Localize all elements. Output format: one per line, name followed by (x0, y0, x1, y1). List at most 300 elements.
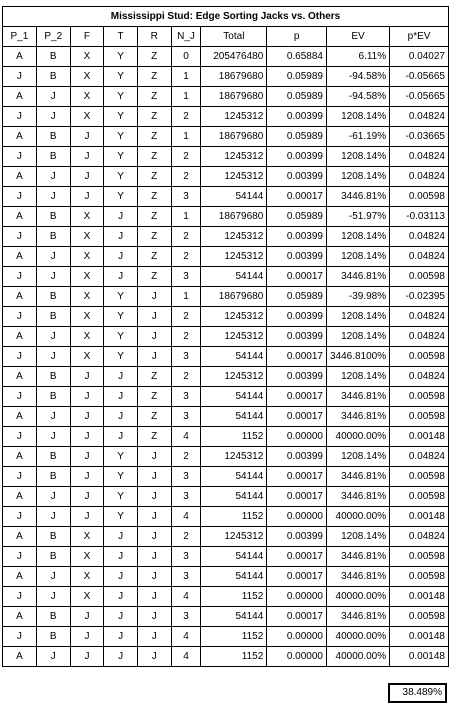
table-cell: 0.00148 (390, 627, 449, 647)
table-cell: 3446.81% (326, 467, 389, 487)
table-cell: J (70, 167, 104, 187)
table-cell: 40000.00% (326, 647, 389, 667)
table-cell: 1208.14% (326, 447, 389, 467)
table-cell: -51.97% (326, 207, 389, 227)
table-cell: 0.04824 (390, 367, 449, 387)
column-header: R (137, 27, 171, 47)
table-cell: Z (137, 127, 171, 147)
table-cell: 3 (171, 407, 201, 427)
table-cell: Z (137, 227, 171, 247)
table-cell: Z (137, 107, 171, 127)
table-cell: J (3, 347, 37, 367)
table-cell: J (3, 227, 37, 247)
table-cell: Z (137, 207, 171, 227)
table-row (3, 387, 449, 407)
table-cell: J (70, 427, 104, 447)
table-cell: J (104, 227, 138, 247)
table-cell: B (36, 67, 70, 87)
table-cell: Y (104, 487, 138, 507)
table-cell: X (70, 87, 104, 107)
table-cell: J (3, 587, 37, 607)
table-cell: 1245312 (201, 167, 267, 187)
table-cell: 0.04824 (390, 107, 449, 127)
table-cell: 0.05989 (267, 207, 327, 227)
table-cell: 3446.8100% (326, 347, 389, 367)
table-cell: 40000.00% (326, 507, 389, 527)
table-cell: J (3, 427, 37, 447)
table-cell: 3446.81% (326, 547, 389, 567)
table-cell: 1 (171, 207, 201, 227)
table-cell: B (36, 207, 70, 227)
table-cell: 0.00399 (267, 307, 327, 327)
table-cell: Y (104, 307, 138, 327)
table-cell: 54144 (201, 547, 267, 567)
spreadsheet-table (2, 6, 449, 667)
table-cell: J (104, 387, 138, 407)
table-cell: 2 (171, 167, 201, 187)
table-cell: -0.03665 (390, 127, 449, 147)
table-cell: J (70, 607, 104, 627)
table-cell: 2 (171, 307, 201, 327)
table-cell: 0.00399 (267, 167, 327, 187)
table-row (3, 547, 449, 567)
table-cell: J (36, 267, 70, 287)
table-cell: J (36, 407, 70, 427)
table-cell: 0.00017 (267, 387, 327, 407)
table-cell: J (3, 627, 37, 647)
table-cell: X (70, 267, 104, 287)
table-cell: B (36, 627, 70, 647)
table-cell: -39.98% (326, 287, 389, 307)
table-cell: J (36, 187, 70, 207)
table-cell: J (70, 627, 104, 647)
table-cell: J (70, 187, 104, 207)
table-cell: J (137, 327, 171, 347)
table-cell: Y (104, 447, 138, 467)
table-cell: 0.00017 (267, 407, 327, 427)
table-cell: 205476480 (201, 47, 267, 67)
table-cell: Y (104, 167, 138, 187)
table-row (3, 167, 449, 187)
table-cell: B (36, 127, 70, 147)
table-cell: 2 (171, 367, 201, 387)
table-cell: J (70, 147, 104, 167)
table-cell: 0.00017 (267, 467, 327, 487)
table-cell: 1 (171, 127, 201, 147)
table-cell: 0.00598 (390, 187, 449, 207)
table-cell: J (104, 367, 138, 387)
total-cell: 38.489% (388, 683, 447, 703)
table-cell: 1245312 (201, 327, 267, 347)
sheet-title: Mississippi Stud: Edge Sorting Jacks vs. Others (3, 7, 449, 27)
table-cell: 2 (171, 527, 201, 547)
table-cell: 4 (171, 507, 201, 527)
table-cell: J (104, 427, 138, 447)
table-row (3, 307, 449, 327)
table-cell: J (36, 487, 70, 507)
table-cell: -61.19% (326, 127, 389, 147)
table-cell: A (3, 207, 37, 227)
table-cell: 40000.00% (326, 587, 389, 607)
table-cell: A (3, 487, 37, 507)
table-cell: B (36, 367, 70, 387)
table-row (3, 147, 449, 167)
table-cell: J (70, 127, 104, 147)
table-row (3, 267, 449, 287)
table-cell: X (70, 227, 104, 247)
table-cell: Z (137, 187, 171, 207)
table-cell: J (137, 527, 171, 547)
table-cell: J (104, 547, 138, 567)
table-cell: 0.65884 (267, 47, 327, 67)
table-cell: Z (137, 427, 171, 447)
table-cell: J (3, 147, 37, 167)
table-cell: 4 (171, 427, 201, 447)
table-cell: A (3, 647, 37, 667)
table-cell: 2 (171, 227, 201, 247)
table-cell: J (3, 507, 37, 527)
table-cell: Z (137, 387, 171, 407)
table-cell: A (3, 87, 37, 107)
table-cell: 3 (171, 487, 201, 507)
table-cell: 0.00598 (390, 607, 449, 627)
table-cell: X (70, 567, 104, 587)
table-cell: Y (104, 467, 138, 487)
table-cell: 3446.81% (326, 607, 389, 627)
table-cell: J (70, 407, 104, 427)
table-cell: X (70, 247, 104, 267)
table-cell: A (3, 127, 37, 147)
table-cell: 0.00017 (267, 547, 327, 567)
table-cell: 40000.00% (326, 627, 389, 647)
table-cell: J (137, 607, 171, 627)
table-row (3, 427, 449, 447)
table-cell: X (70, 587, 104, 607)
table-cell: 0.00017 (267, 607, 327, 627)
table-cell: J (3, 547, 37, 567)
table-cell: 2 (171, 107, 201, 127)
table-cell: 40000.00% (326, 427, 389, 447)
table-row (3, 447, 449, 467)
table-cell: J (104, 587, 138, 607)
column-header: T (104, 27, 138, 47)
table-cell: 0.00000 (267, 627, 327, 647)
table-cell: X (70, 107, 104, 127)
table-cell: Z (137, 267, 171, 287)
table-cell: 0.00598 (390, 567, 449, 587)
table-cell: 0.00399 (267, 447, 327, 467)
table-cell: 0.00000 (267, 507, 327, 527)
table-row (3, 67, 449, 87)
table-cell: Y (104, 347, 138, 367)
table-row (3, 87, 449, 107)
table-cell: 54144 (201, 407, 267, 427)
table-cell: A (3, 407, 37, 427)
table-cell: 0.04824 (390, 167, 449, 187)
table-cell: A (3, 567, 37, 587)
table-cell: J (36, 167, 70, 187)
table-cell: -0.05665 (390, 67, 449, 87)
table-cell: 3446.81% (326, 187, 389, 207)
table-cell: 0.00000 (267, 587, 327, 607)
column-header: F (70, 27, 104, 47)
table-cell: A (3, 367, 37, 387)
column-header: P_1 (3, 27, 37, 47)
table-cell: J (104, 527, 138, 547)
table-row (3, 247, 449, 267)
table-cell: 1245312 (201, 227, 267, 247)
table-cell: 0.00598 (390, 387, 449, 407)
table-row (3, 127, 449, 147)
table-cell: 1245312 (201, 307, 267, 327)
table-cell: B (36, 447, 70, 467)
table-cell: J (137, 567, 171, 587)
table-cell: 0.00598 (390, 407, 449, 427)
table-cell: Y (104, 87, 138, 107)
table-cell: J (36, 327, 70, 347)
table-cell: 3446.81% (326, 487, 389, 507)
table-cell: 3 (171, 347, 201, 367)
table-cell: A (3, 287, 37, 307)
table-cell: B (36, 607, 70, 627)
table-cell: 18679680 (201, 287, 267, 307)
table-row (3, 347, 449, 367)
table-cell: 0.05989 (267, 67, 327, 87)
table-cell: 1245312 (201, 247, 267, 267)
header-row (3, 27, 449, 47)
table-cell: 1208.14% (326, 167, 389, 187)
table-cell: 0.00017 (267, 487, 327, 507)
table-cell: A (3, 527, 37, 547)
table-cell: 4 (171, 647, 201, 667)
table-row (3, 647, 449, 667)
table-cell: A (3, 167, 37, 187)
table-cell: 1245312 (201, 527, 267, 547)
table-cell: 3 (171, 187, 201, 207)
table-cell: J (137, 467, 171, 487)
table-cell: Z (137, 67, 171, 87)
table-cell: 1208.14% (326, 327, 389, 347)
table-cell: Z (137, 247, 171, 267)
column-header: p*EV (390, 27, 449, 47)
table-cell: J (104, 407, 138, 427)
table-cell: 0.00399 (267, 527, 327, 547)
table-cell: 0.00399 (267, 247, 327, 267)
table-cell: 1208.14% (326, 307, 389, 327)
table-cell: J (70, 447, 104, 467)
table-cell: X (70, 327, 104, 347)
table-cell: 2 (171, 247, 201, 267)
table-cell: 0.04824 (390, 147, 449, 167)
table-cell: J (137, 347, 171, 367)
table-cell: 18679680 (201, 207, 267, 227)
table-cell: 0.04824 (390, 327, 449, 347)
table-cell: Z (137, 367, 171, 387)
column-header: P_2 (36, 27, 70, 47)
table-cell: 18679680 (201, 127, 267, 147)
table-cell: J (36, 587, 70, 607)
table-cell: J (70, 507, 104, 527)
table-cell: J (104, 607, 138, 627)
table-row (3, 487, 449, 507)
column-header: p (267, 27, 327, 47)
table-row (3, 567, 449, 587)
table-cell: 54144 (201, 567, 267, 587)
table-cell: X (70, 67, 104, 87)
table-cell: J (36, 427, 70, 447)
table-cell: J (3, 387, 37, 407)
table-cell: 54144 (201, 187, 267, 207)
table-cell: Z (137, 87, 171, 107)
table-cell: 0.04824 (390, 447, 449, 467)
title-row (3, 7, 449, 27)
table-cell: Z (137, 47, 171, 67)
table-cell: -94.58% (326, 87, 389, 107)
table-cell: Z (137, 167, 171, 187)
table-cell: A (3, 247, 37, 267)
table-cell: J (104, 567, 138, 587)
table-cell: 0.00399 (267, 107, 327, 127)
table-cell: 1208.14% (326, 247, 389, 267)
table-cell: 0.04824 (390, 527, 449, 547)
table-row (3, 467, 449, 487)
table-cell: X (70, 347, 104, 367)
table-cell: J (36, 107, 70, 127)
table-row (3, 527, 449, 547)
table-cell: J (70, 487, 104, 507)
table-cell: Y (104, 327, 138, 347)
table-cell: 0.04824 (390, 307, 449, 327)
table-cell: 0.00399 (267, 327, 327, 347)
table-cell: 0.04824 (390, 247, 449, 267)
table-cell: J (104, 207, 138, 227)
table-cell: Y (104, 507, 138, 527)
table-cell: 54144 (201, 487, 267, 507)
table-cell: 0.05989 (267, 87, 327, 107)
table-cell: B (36, 547, 70, 567)
table-cell: 3 (171, 467, 201, 487)
table-cell: J (3, 67, 37, 87)
table-cell: 0.00000 (267, 427, 327, 447)
table-cell: J (137, 627, 171, 647)
table-cell: 0.05989 (267, 287, 327, 307)
table-cell: 1245312 (201, 147, 267, 167)
table-row (3, 407, 449, 427)
table-row (3, 187, 449, 207)
table-cell: J (36, 87, 70, 107)
table-cell: B (36, 47, 70, 67)
table-cell: 0.00399 (267, 227, 327, 247)
table-row (3, 227, 449, 247)
table-cell: X (70, 307, 104, 327)
table-cell: X (70, 207, 104, 227)
table-cell: 3446.81% (326, 267, 389, 287)
table-row (3, 207, 449, 227)
table-cell: B (36, 387, 70, 407)
table-cell: 3 (171, 567, 201, 587)
table-row (3, 107, 449, 127)
table-cell: J (36, 647, 70, 667)
table-cell: Y (104, 67, 138, 87)
table-cell: 0.00017 (267, 567, 327, 587)
table-cell: 3 (171, 267, 201, 287)
table-cell: 0.00598 (390, 267, 449, 287)
table-cell: J (70, 647, 104, 667)
table-cell: X (70, 287, 104, 307)
table-cell: J (137, 307, 171, 327)
table-row (3, 507, 449, 527)
table-cell: Y (104, 47, 138, 67)
table-cell: Z (137, 147, 171, 167)
table-cell: 0.04824 (390, 227, 449, 247)
table-cell: 0.00598 (390, 547, 449, 567)
table-cell: J (137, 647, 171, 667)
table-cell: J (137, 507, 171, 527)
table-cell: J (104, 267, 138, 287)
table-cell: 18679680 (201, 67, 267, 87)
table-cell: 0 (171, 47, 201, 67)
table-cell: 0.00017 (267, 347, 327, 367)
table-cell: 2 (171, 147, 201, 167)
table-cell: J (104, 247, 138, 267)
table-row (3, 367, 449, 387)
table-row (3, 627, 449, 647)
table-cell: A (3, 447, 37, 467)
table-cell: 6.11% (326, 47, 389, 67)
table-cell: 0.00598 (390, 347, 449, 367)
table-cell: 0.00148 (390, 427, 449, 447)
column-header: N_J (171, 27, 201, 47)
table-cell: Y (104, 187, 138, 207)
table-cell: J (3, 267, 37, 287)
table-cell: J (137, 287, 171, 307)
table-cell: B (36, 287, 70, 307)
table-cell: 0.00399 (267, 367, 327, 387)
table-cell: 1245312 (201, 107, 267, 127)
table-cell: 1208.14% (326, 107, 389, 127)
table-cell: J (36, 567, 70, 587)
table-cell: X (70, 47, 104, 67)
table-cell: 0.00399 (267, 147, 327, 167)
table-cell: 0.00148 (390, 507, 449, 527)
table-cell: J (3, 467, 37, 487)
table-cell: 1 (171, 87, 201, 107)
table-cell: Z (137, 407, 171, 427)
table-cell: 54144 (201, 607, 267, 627)
table-cell: 1208.14% (326, 367, 389, 387)
table-cell: X (70, 527, 104, 547)
table-cell: J (36, 247, 70, 267)
table-cell: 1152 (201, 647, 267, 667)
table-cell: 0.00000 (267, 647, 327, 667)
table-cell: 1208.14% (326, 527, 389, 547)
table-cell: 1152 (201, 427, 267, 447)
table-cell: Y (104, 147, 138, 167)
table-cell: 1 (171, 287, 201, 307)
table-cell: B (36, 307, 70, 327)
table-cell: 0.00598 (390, 487, 449, 507)
table-cell: 2 (171, 447, 201, 467)
table-cell: 2 (171, 327, 201, 347)
column-header: Total (201, 27, 267, 47)
table-cell: 1245312 (201, 367, 267, 387)
table-cell: J (3, 187, 37, 207)
table-cell: 0.00017 (267, 267, 327, 287)
table-cell: B (36, 527, 70, 547)
table-cell: B (36, 467, 70, 487)
table-cell: J (36, 507, 70, 527)
table-cell: 1208.14% (326, 227, 389, 247)
